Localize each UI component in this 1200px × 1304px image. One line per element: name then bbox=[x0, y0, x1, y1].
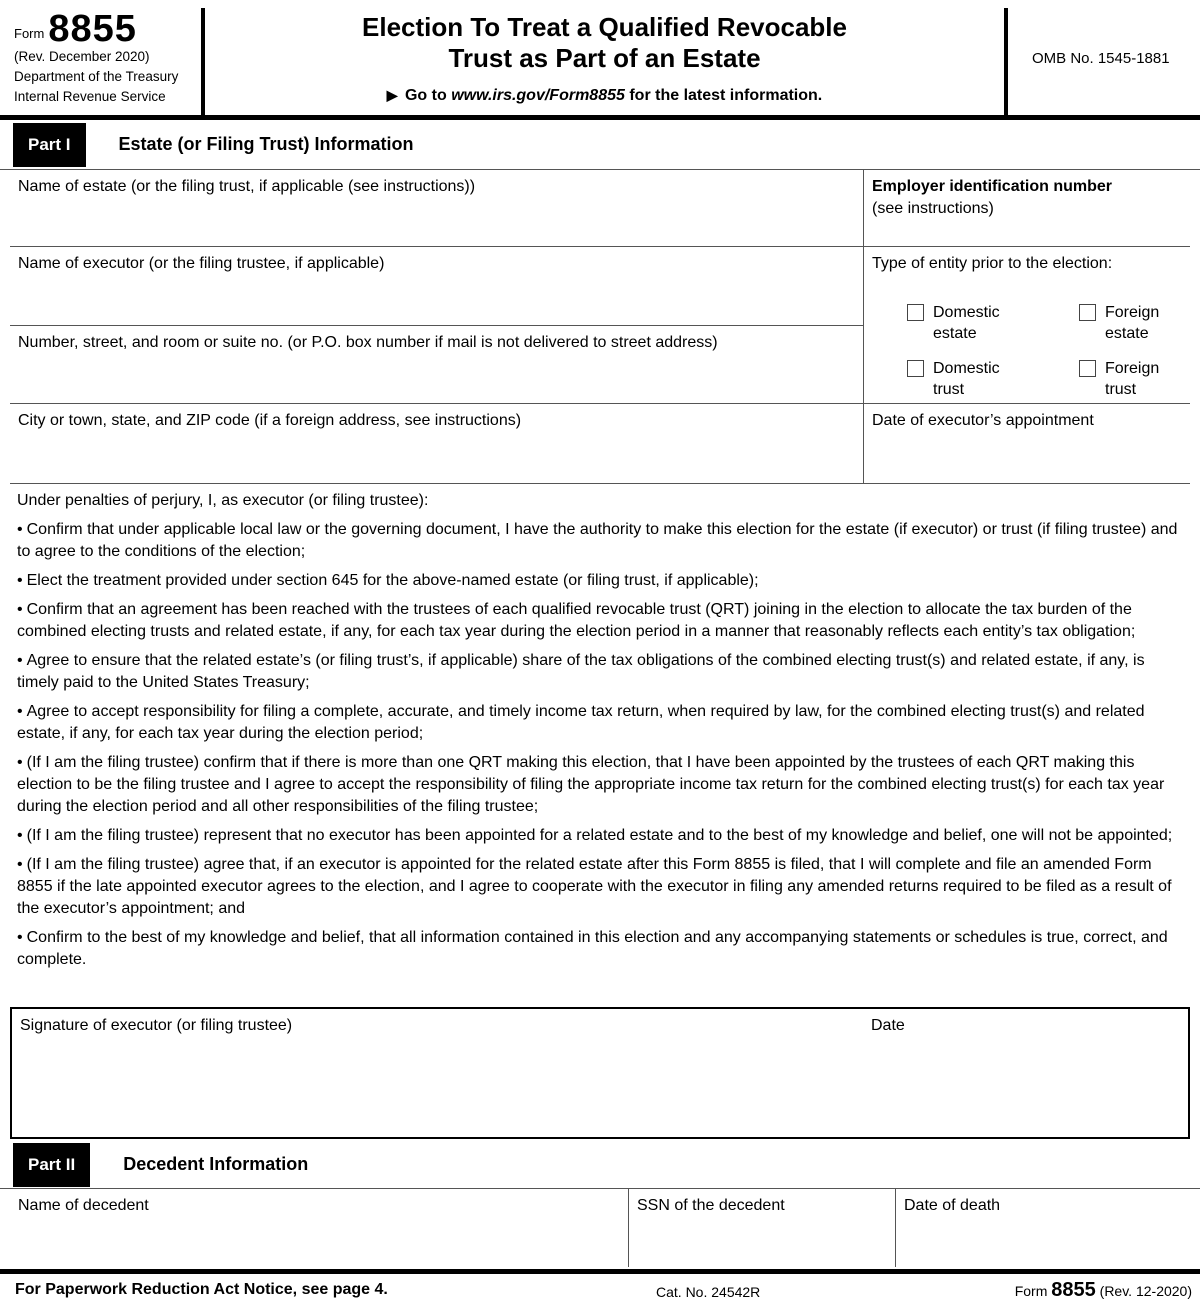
ein-label: Employer identification number bbox=[872, 178, 1113, 195]
bullet-icon: • bbox=[17, 754, 23, 771]
signature-date-label: Date bbox=[871, 1017, 905, 1034]
agency-line-1: Department of the Treasury bbox=[14, 69, 179, 84]
form-id-block bbox=[0, 0, 201, 115]
declaration-bullet: • Elect the treatment provided under section 645 for the above-named estate (or filing trust, if applicable); bbox=[17, 572, 759, 589]
part1-badge: Part I bbox=[13, 123, 86, 167]
bullet-icon: • bbox=[17, 652, 23, 669]
checkbox-icon[interactable] bbox=[907, 360, 924, 377]
footer-form-id bbox=[1015, 1279, 1192, 1302]
part2-badge: Part II bbox=[13, 1143, 90, 1187]
entity-type-group bbox=[863, 247, 1190, 404]
goto-prefix: Go to bbox=[404, 87, 447, 104]
bullet-icon: • bbox=[17, 827, 23, 844]
bullet-icon: • bbox=[17, 929, 23, 946]
date-of-death-field[interactable] bbox=[895, 1189, 1190, 1267]
street-address-label: Number, street, and room or suite no. (or P.O. box number if mail is not delivered to street address) bbox=[18, 334, 718, 351]
declaration-intro: Under penalties of perjury, I, as executor (or filing trustee): bbox=[17, 492, 429, 509]
omb-number: OMB No. 1545-1881 bbox=[1032, 50, 1170, 67]
signature-label: Signature of executor (or filing trustee) bbox=[20, 1017, 293, 1034]
executor-name-field[interactable] bbox=[10, 247, 863, 326]
estate-name-field[interactable] bbox=[10, 170, 863, 247]
goto-url-link[interactable]: www.irs.gov/Form8855 bbox=[451, 87, 625, 104]
footer-form-number: 8855 bbox=[1051, 1279, 1096, 1301]
form-title-block bbox=[205, 0, 1004, 115]
agency-line-2: Internal Revenue Service bbox=[14, 89, 166, 104]
perjury-declaration bbox=[10, 484, 1190, 1007]
declaration-bullet: • Confirm that under applicable local law or the governing document, I have the authority to make this election for the estate (if executor) or trust (if filing trustee) and to agree to the conditions of the election; bbox=[17, 521, 1178, 560]
form-title-line1: Election To Treat a Qualified Revocable bbox=[362, 12, 847, 42]
checkbox-label-line: estate bbox=[933, 325, 977, 342]
checkbox-foreign-estate[interactable] bbox=[1079, 302, 1159, 344]
form-number: 8855 bbox=[48, 8, 137, 50]
bullet-icon: • bbox=[17, 601, 23, 618]
signature-box[interactable] bbox=[10, 1007, 1190, 1139]
city-state-zip-field[interactable] bbox=[10, 404, 863, 484]
declaration-bullet: • (If I am the filing trustee) confirm that if there is more than one QRT making this election, that I have been appointed by the trustees of each QRT making this election to be the filing trustee and I agree to accept the responsibility of filing the appropriate income tax return for the combined electing trust(s) for each tax year during the election period and all other responsibilities of the filing trustee; bbox=[17, 754, 1165, 815]
appointment-date-field[interactable] bbox=[863, 404, 1190, 484]
declaration-bullet: • (If I am the filing trustee) represent that no executor has been appointed for a related estate and to the best of my knowledge and belief, one will not be appointed; bbox=[17, 827, 1173, 844]
ein-note: (see instructions) bbox=[872, 200, 994, 217]
goto-suffix: for the latest information. bbox=[629, 87, 823, 104]
street-address-field[interactable] bbox=[10, 326, 863, 404]
catalog-number: Cat. No. 24542R bbox=[656, 1284, 761, 1300]
form-revision: (Rev. December 2020) bbox=[14, 49, 150, 64]
checkbox-label-line: Domestic bbox=[933, 304, 1000, 321]
declaration-bullet: • Confirm to the best of my knowledge and belief, that all information contained in this election and any accompanying statements or schedules is true, correct, and complete. bbox=[17, 929, 1168, 968]
footer-form-word: Form bbox=[1014, 1283, 1048, 1299]
decedent-ssn-label: SSN of the decedent bbox=[637, 1197, 785, 1214]
part1-title: Estate (or Filing Trust) Information bbox=[118, 134, 414, 154]
city-state-zip-label: City or town, state, and ZIP code (if a foreign address, see instructions) bbox=[18, 412, 522, 429]
form-title-line2: Trust as Part of an Estate bbox=[448, 43, 761, 73]
checkbox-label-line: Foreign bbox=[1105, 360, 1160, 377]
part2-header bbox=[0, 1141, 1200, 1189]
footer-form-revision: (Rev. 12-2020) bbox=[1099, 1283, 1192, 1299]
page-title bbox=[205, 12, 1004, 74]
checkbox-domestic-trust[interactable] bbox=[907, 358, 1000, 400]
checkbox-domestic-estate[interactable] bbox=[907, 302, 1000, 344]
checkbox-icon[interactable] bbox=[1079, 304, 1096, 321]
appointment-date-label: Date of executor’s appointment bbox=[872, 412, 1094, 429]
checkbox-label-line: Foreign bbox=[1105, 304, 1160, 321]
part2-title: Decedent Information bbox=[123, 1154, 309, 1174]
checkbox-label-line: trust bbox=[1105, 381, 1137, 398]
paperwork-notice: For Paperwork Reduction Act Notice, see page 4. bbox=[15, 1281, 388, 1298]
decedent-ssn-field[interactable] bbox=[628, 1189, 895, 1267]
bullet-icon: • bbox=[17, 572, 23, 589]
part1-fields bbox=[10, 170, 1190, 484]
estate-name-label: Name of estate (or the filing trust, if applicable (see instructions)) bbox=[18, 178, 476, 195]
bullet-icon: • bbox=[17, 521, 23, 538]
checkbox-foreign-trust[interactable] bbox=[1079, 358, 1159, 400]
ein-field[interactable] bbox=[863, 170, 1190, 247]
decedent-name-label: Name of decedent bbox=[18, 1197, 149, 1214]
checkbox-icon[interactable] bbox=[907, 304, 924, 321]
checkbox-label-line: trust bbox=[933, 381, 965, 398]
form-word: Form bbox=[14, 26, 45, 41]
checkbox-label-line: Domestic bbox=[933, 360, 1000, 377]
date-of-death-label: Date of death bbox=[904, 1197, 1001, 1214]
part2-fields bbox=[10, 1189, 1190, 1267]
declaration-bullet: • Agree to accept responsibility for filing a complete, accurate, and timely income tax return, when required by law, for the combined electing trust(s) and related estate, if any, for each tax year during the election period; bbox=[17, 703, 1145, 742]
goto-line bbox=[205, 87, 1004, 105]
page-footer bbox=[0, 1274, 1200, 1303]
declaration-bullet: • Agree to ensure that the related estate’s (or filing trust’s, if applicable) share of the tax obligations of the combined electing trust(s) and related estate, if any, is timely paid to the United States Treasury; bbox=[17, 652, 1145, 691]
entity-type-label: Type of entity prior to the election: bbox=[872, 255, 1113, 272]
part1-header bbox=[0, 120, 1200, 170]
declaration-bullet: • (If I am the filing trustee) agree that, if an executor is appointed for the related estate after this Form 8855 is filed, that I will complete and file an amended Form 8855 if the late appointed executor agrees to the election, and I agree to cooperate with the executor in filing any amended returns required to be filed as a result of the executor’s appointment; and bbox=[17, 856, 1172, 917]
bullet-icon: • bbox=[17, 856, 23, 873]
declaration-bullet: • Confirm that an agreement has been reached with the trustees of each qualified revocable trust (QRT) joining in the election to allocate the tax burden of the combined electing trusts and related estate, if any, for each tax year during the election period in a manner that reasonably reflects each entity’s tax obligation; bbox=[17, 601, 1136, 640]
checkbox-icon[interactable] bbox=[1079, 360, 1096, 377]
executor-name-label: Name of executor (or the filing trustee, if applicable) bbox=[18, 255, 385, 272]
form-header bbox=[0, 0, 1200, 115]
right-arrow-icon: ▶ bbox=[386, 87, 398, 103]
checkbox-label-line: estate bbox=[1105, 325, 1149, 342]
decedent-name-field[interactable] bbox=[10, 1189, 628, 1267]
bullet-icon: • bbox=[17, 703, 23, 720]
